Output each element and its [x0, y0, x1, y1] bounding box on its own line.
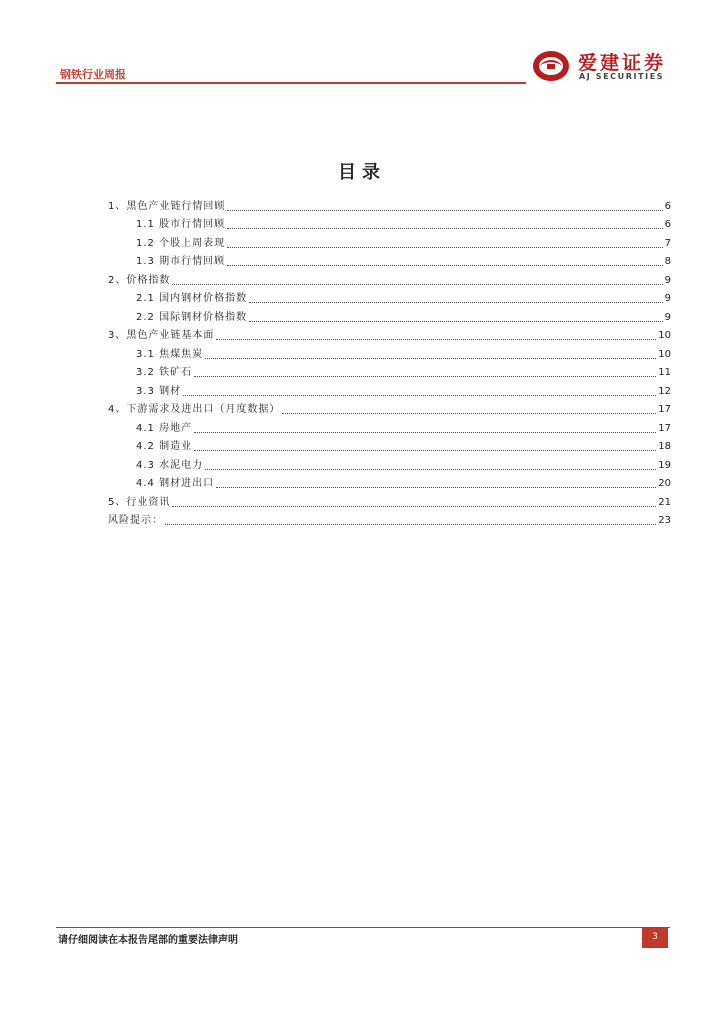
- toc-entry[interactable]: [108, 268, 671, 287]
- toc-entry-label: 1.3 期市行情回顾: [136, 256, 226, 267]
- toc-leader-dots: [249, 320, 663, 322]
- toc-entry[interactable]: [108, 509, 671, 528]
- toc-leader-dots: [227, 264, 663, 266]
- toc-entry[interactable]: [108, 472, 671, 491]
- toc-leader-dots: [205, 468, 656, 470]
- toc-leader-dots: [194, 449, 656, 451]
- toc-leader-dots: [172, 283, 662, 285]
- toc-entry-page: 8: [664, 256, 671, 267]
- toc-entry-label: 5、行业资讯: [108, 496, 171, 508]
- toc-leader-dots: [183, 394, 656, 396]
- toc-leader-dots: [216, 486, 656, 488]
- report-series-title: 钢铁行业周报: [60, 68, 126, 81]
- toc-entry-label: 3、黑色产业链基本面: [108, 330, 215, 341]
- toc-entry-page: 21: [658, 496, 671, 508]
- logo-mark-icon: [531, 48, 571, 84]
- page-number: 3: [642, 928, 668, 948]
- toc-entry-label: 3.2 铁矿石: [136, 367, 193, 378]
- toc-entry-label: 4、下游需求及进出口（月度数据）: [108, 404, 281, 415]
- header-divider: [56, 82, 526, 84]
- toc-leader-dots: [216, 338, 656, 340]
- toc-entry[interactable]: [108, 342, 671, 361]
- toc-entry-page: 17: [658, 422, 671, 434]
- toc-entry[interactable]: [108, 379, 671, 398]
- toc-leader-dots: [227, 246, 663, 248]
- toc-entry-page: 6: [664, 200, 671, 212]
- toc-entry-label: 4.1 房地产: [136, 422, 193, 434]
- toc-entry[interactable]: [108, 324, 671, 343]
- toc-leader-dots: [205, 357, 656, 359]
- toc-entry-page: 18: [658, 441, 671, 452]
- toc-entry-label: 1、黑色产业链行情回顾: [108, 200, 226, 212]
- toc-entry-page: 10: [658, 348, 671, 360]
- toc-entry-page: 9: [664, 311, 671, 323]
- toc-leader-dots: [227, 227, 663, 229]
- toc-entry[interactable]: [108, 213, 671, 232]
- toc-entry-label: 4.2 制造业: [136, 441, 193, 452]
- toc-entry-page: 23: [658, 515, 671, 526]
- toc-entry-label: 2.2 国际钢材价格指数: [136, 311, 248, 323]
- toc-entry[interactable]: [108, 361, 671, 380]
- toc-entry[interactable]: [108, 250, 671, 269]
- toc-leader-dots: [227, 209, 662, 211]
- company-logo: [531, 46, 681, 86]
- toc-entry-page: 10: [658, 330, 671, 341]
- toc-leader-dots: [282, 412, 656, 414]
- toc-entry[interactable]: [108, 398, 671, 417]
- toc-entry-page: 9: [664, 293, 671, 304]
- toc-entry-label: 2、价格指数: [108, 274, 171, 286]
- toc-leader-dots: [194, 375, 656, 377]
- toc-entry-page: 7: [664, 237, 671, 249]
- logo-chinese-name: 爱建证券: [578, 52, 667, 74]
- toc-entry-page: 20: [658, 478, 671, 489]
- toc-entry-page: 9: [664, 274, 671, 286]
- toc-entry[interactable]: [108, 231, 671, 250]
- toc-entry[interactable]: [108, 194, 671, 213]
- toc-entry-label: 1.2 个股上周表现: [136, 237, 226, 249]
- logo-english-name: AJ SECURITIES: [579, 72, 665, 81]
- toc-entry-label: 4.4 钢材进出口: [136, 478, 215, 489]
- toc-leader-dots: [172, 505, 656, 507]
- toc-entry[interactable]: [108, 453, 671, 472]
- toc-leader-dots: [249, 301, 663, 303]
- toc-entry-page: 6: [664, 219, 671, 230]
- toc-entry-label: 2.1 国内钢材价格指数: [136, 293, 248, 304]
- toc-entry-page: 19: [658, 459, 671, 471]
- table-of-contents: [108, 194, 671, 527]
- toc-entry[interactable]: [108, 416, 671, 435]
- toc-entry-label: 3.3 钢材: [136, 385, 182, 397]
- toc-entry-page: 12: [658, 385, 671, 397]
- toc-entry[interactable]: [108, 490, 671, 509]
- toc-title: 目录: [338, 162, 386, 183]
- toc-entry-page: 17: [658, 404, 671, 415]
- legal-disclaimer: 请仔细阅读在本报告尾部的重要法律声明: [58, 935, 238, 946]
- toc-leader-dots: [165, 523, 656, 525]
- toc-entry[interactable]: [108, 435, 671, 454]
- footer-divider: [56, 927, 670, 928]
- toc-entry[interactable]: [108, 305, 671, 324]
- toc-entry-page: 11: [658, 367, 671, 378]
- toc-entry-label: 1.1 股市行情回顾: [136, 219, 226, 230]
- toc-entry-label: 3.1 焦煤焦炭: [136, 348, 204, 360]
- toc-leader-dots: [194, 431, 656, 433]
- toc-entry[interactable]: [108, 287, 671, 306]
- toc-entry-label: 风险提示：: [108, 515, 163, 526]
- toc-entry-label: 4.3 水泥电力: [136, 459, 204, 471]
